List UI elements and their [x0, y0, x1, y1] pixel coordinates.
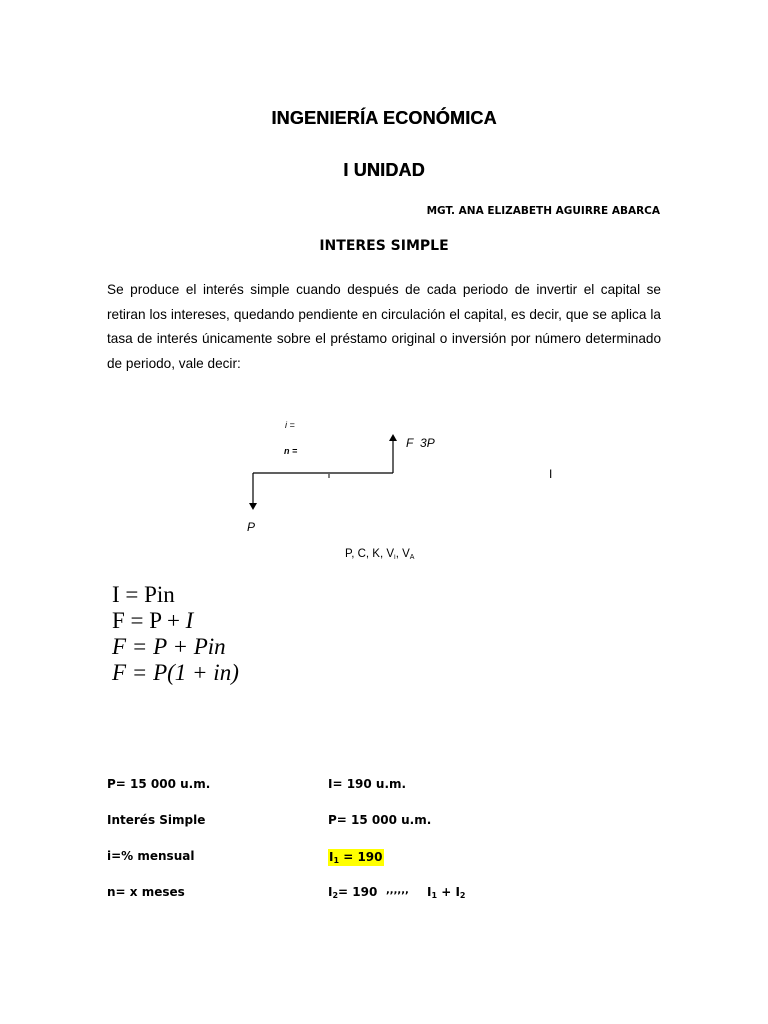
table-row-3-left: i=% mensual	[107, 849, 195, 863]
table-row-2-left: Interés Simple	[107, 813, 206, 827]
table-row-4-right: $I_2= 190$	[328, 885, 378, 900]
highlighted-interest-value: $I_1 = 190$	[329, 850, 383, 865]
table-row-4-left: n= x meses	[107, 885, 185, 899]
unit-title: I UNIDAD	[343, 160, 425, 180]
formula-future-expanded: F = P + Pin	[112, 634, 226, 659]
periods-label: n =	[284, 446, 298, 456]
document-title: INGENIERÍA ECONÓMICA	[271, 108, 497, 128]
intro-paragraph: Se produce el interés simple cuando después de cada periodo de invertir el capital se retiran los intereses, quedando pendiente en circulación el capital, es decir, que se aplica la tasa de interés únicamente sobre el préstamo original o inversión por número determinado de periodo, vale decir:	[107, 282, 661, 371]
future-value-label: F 3P	[406, 436, 435, 450]
section-title: INTERES SIMPLE	[319, 238, 449, 254]
formula-interest: I = Pin	[112, 582, 175, 607]
formula-block	[112, 582, 239, 686]
future-value-arrow-head	[389, 434, 397, 441]
present-value-label: P	[247, 520, 256, 534]
interest-rate-label: i =	[285, 420, 295, 430]
present-value-arrow-head	[249, 503, 257, 510]
interest-sum: $I_1 + I_2$	[427, 885, 466, 900]
table-row-1-right: I= 190 u.m.	[328, 777, 407, 791]
cash-flow-diagram	[240, 425, 570, 515]
formula-future-sum: F = P + I	[112, 608, 194, 633]
table-row-2-right: P= 15 000 u.m.	[328, 813, 432, 827]
table-row-1-left: P= 15 000 u.m.	[107, 777, 211, 791]
diagram-tick-right: I	[549, 467, 553, 481]
formula-future-factored: F = P(1 + in)	[112, 660, 239, 685]
author-name: MGT. ANA ELIZABETH AGUIRRE ABARCA	[426, 205, 660, 217]
ditto-marks: ,,,,,,	[386, 885, 409, 896]
variable-names: P, C, K, $V_I$, $V_A$	[345, 548, 415, 561]
